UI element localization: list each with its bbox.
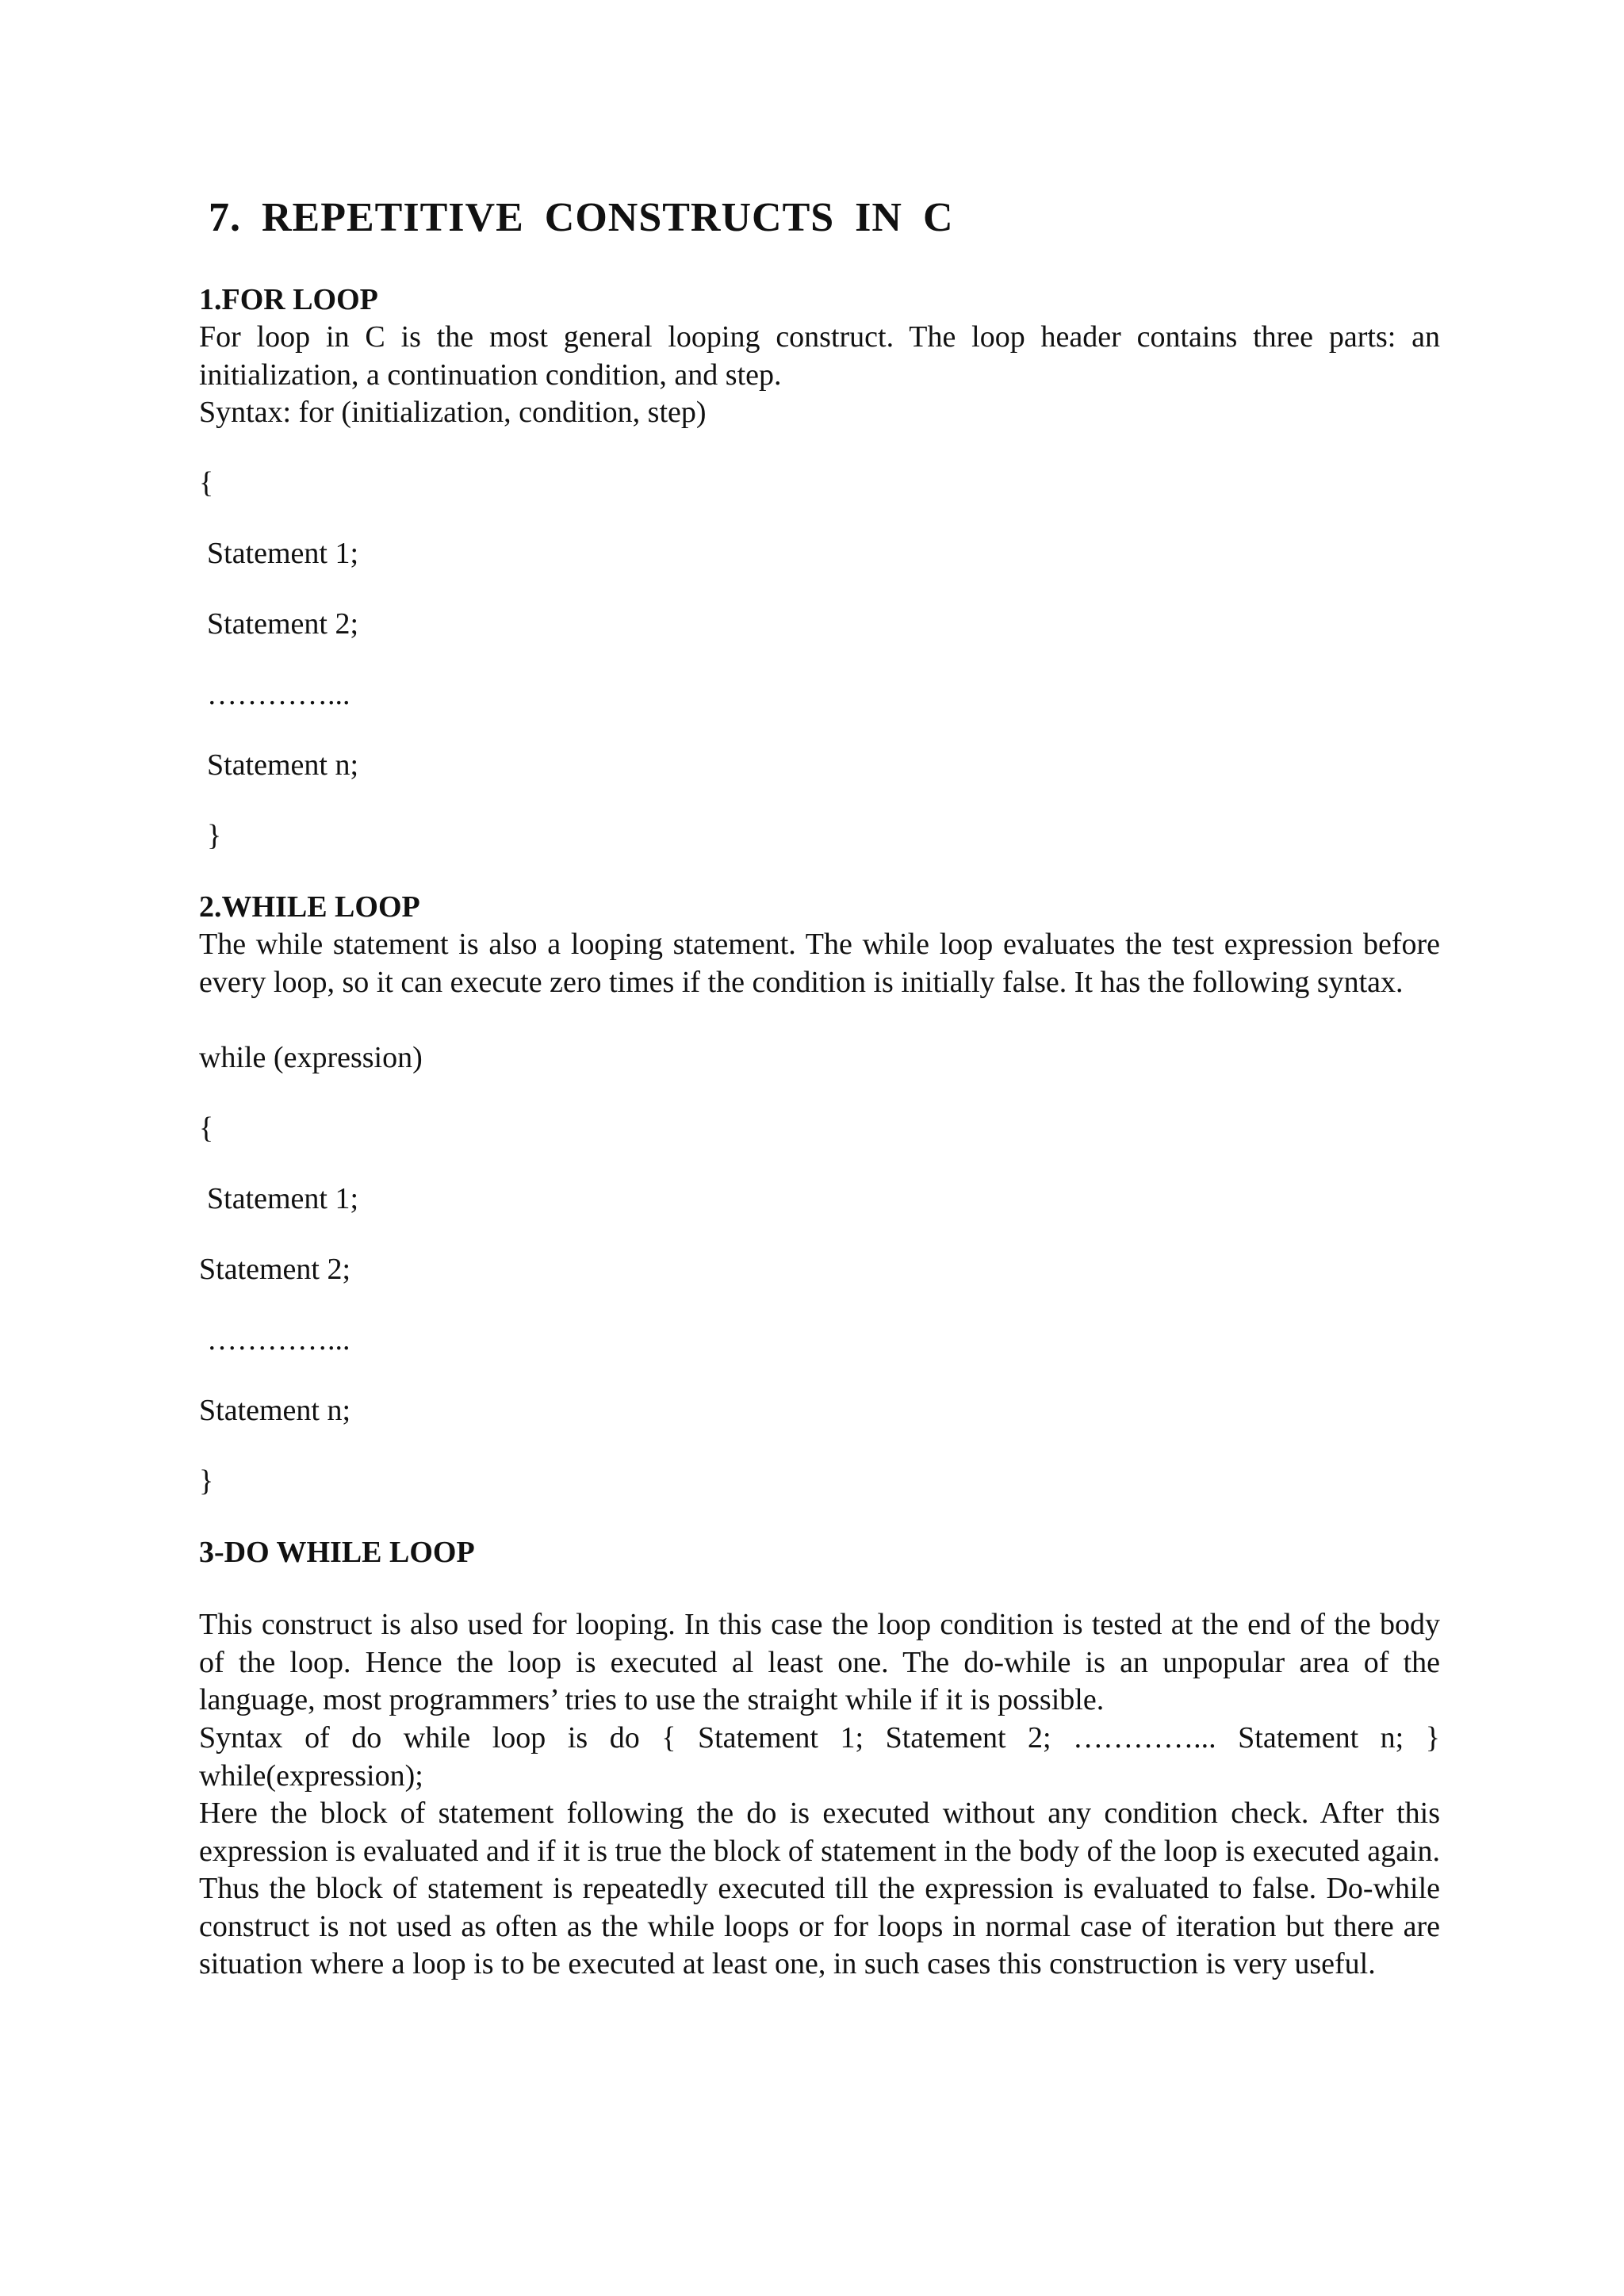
while-loop-statement-n: Statement n; [199, 1394, 351, 1427]
for-loop-ellipsis: …………... [207, 678, 350, 711]
do-while-heading: 3-DO WHILE LOOP [199, 1536, 475, 1569]
for-loop-statement-1: Statement 1; [207, 537, 359, 570]
while-loop-open-brace: { [199, 1112, 214, 1145]
while-loop-ellipsis: …………... [207, 1323, 350, 1357]
for-loop-syntax: Syntax: for (initialization, condition, step) [199, 396, 707, 429]
for-loop-statement-n: Statement n; [207, 748, 359, 782]
do-while-syntax-paragraph: Syntax of do while loop is do { Statement 1; Statement 2; …………... Statement n; } while(expression); [199, 1721, 1440, 1793]
chapter-title: REPETITIVE CONSTRUCTS IN C [262, 195, 954, 240]
for-loop-close-brace: } [207, 819, 222, 852]
for-loop-statement-2: Statement 2; [207, 607, 359, 641]
while-loop-heading: 2.WHILE LOOP [199, 890, 420, 924]
while-loop-statement-2: Statement 2; [199, 1253, 351, 1286]
chapter-number: 7. [209, 195, 241, 240]
for-loop-description: For loop in C is the most general looping construct. The loop header contains three parts: an initialization, a continuation condition, and step. [199, 320, 1440, 392]
do-while-paragraph-1: This construct is also used for looping. In this case the loop condition is tested at the end of the body of the loop. Hence the loop is executed al least one. The do-while is an unpopular area of the language, most programmers’ tries to use the straight while if it is possible. [199, 1608, 1440, 1716]
while-loop-syntax: while (expression) [199, 1041, 423, 1074]
for-loop-heading: 1.FOR LOOP [199, 283, 378, 316]
do-while-paragraph-3: Here the block of statement following the do is executed without any condition check. After this expression is evaluated and if it is true the block of statement in the body of the loop is executed again. Thus the block of statement is repeatedly executed till the expression is evaluated to false. Do-while construct is not used as often as the while loops or for loops in normal case of iteration but there are situation where a loop is to be executed at least one, in such cases this construction is very useful. [199, 1797, 1440, 1980]
while-loop-statement-1: Statement 1; [207, 1182, 359, 1215]
while-loop-description: The while statement is also a looping statement. The while loop evaluates the test expression before every loop, so it can execute zero times if the condition is initially false. It has the following syntax. [199, 928, 1440, 999]
while-loop-close-brace: } [199, 1464, 214, 1498]
page-title [209, 194, 954, 241]
for-loop-open-brace: { [199, 466, 214, 499]
